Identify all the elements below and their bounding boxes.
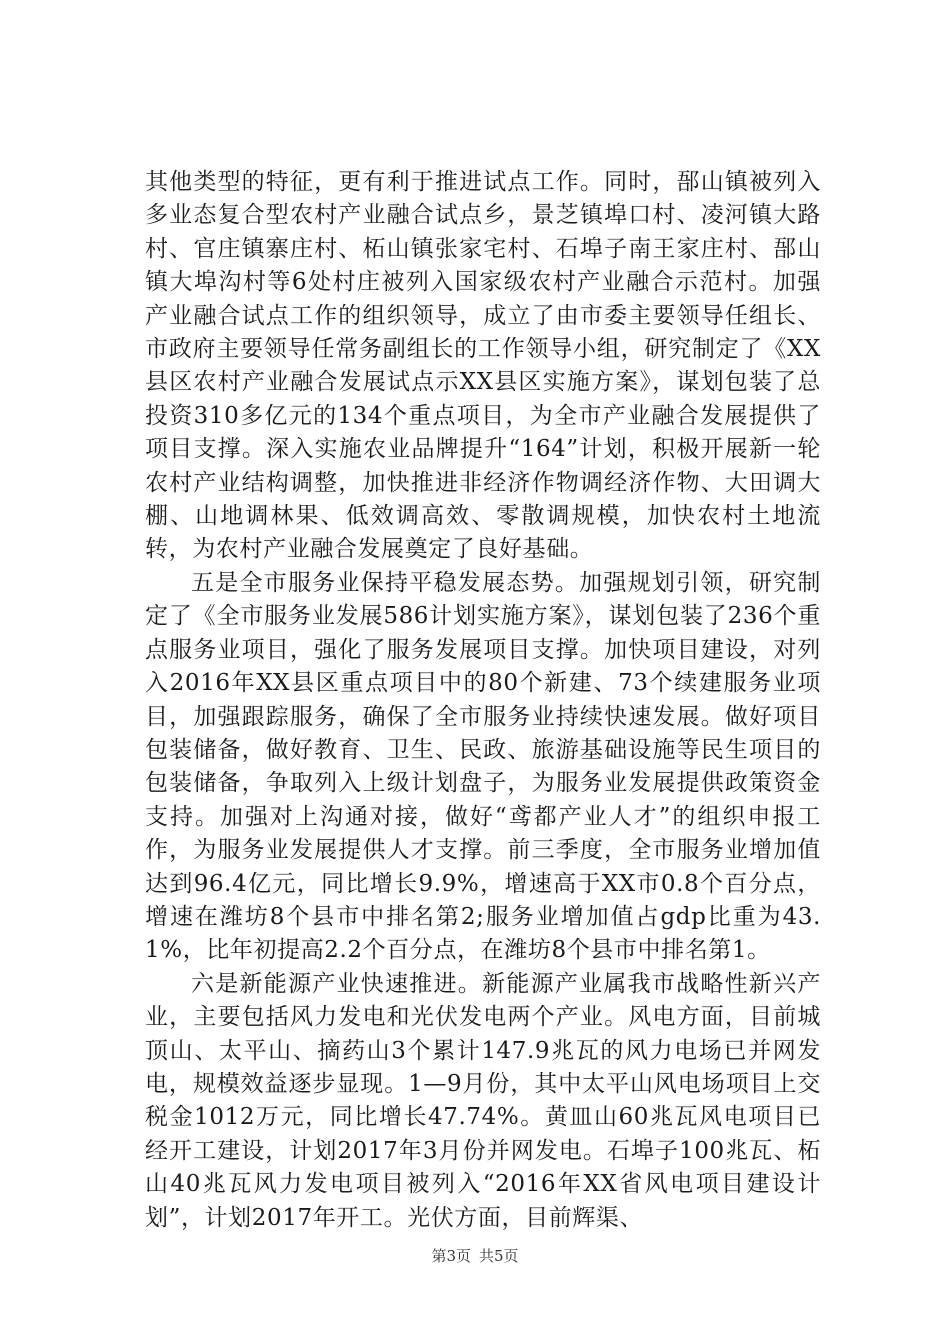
document-body: [145, 166, 821, 1235]
paragraph-rural-integration: 其他类型的特征，更有利于推进试点工作。同时，郚山镇被列入多业态复合型农村产业融合试点乡，景芝镇埠口村、凌河镇大路村、官庄镇寨庄村、柘山镇张家宅村、石埠子南王家庄村、郚山镇大埠沟村等6处村庄被列入国家级农村产业融合示范村。加强产业融合试点工作的组织领导，成立了由市委主要领导任组长、市政府主要领导任常务副组长的工作领导小组，研究制定了《XX县区农村产业融合发展试点示XX县区实施方案》，谋划包装了总投资310多亿元的134个重点项目，为全市产业融合发展提供了项目支撑。深入实施农业品牌提升“164”计划，积极开展新一轮农村产业结构调整，加快推进非经济作物调经济作物、大田调大棚、山地调林果、低效调高效、零散调规模，加快农村土地流转，为农村产业融合发展奠定了良好基础。: [145, 169, 821, 563]
paragraph-service-industry: 五是全市服务业保持平稳发展态势。加强规划引领，研究制定了《全市服务业发展586计划实施方案》，谋划包装了236个重点服务业项目，强化了服务发展项目支撑。加快项目建设，对列入2016年XX县区重点项目中的80个新建、73个续建服务业项目，加强跟踪服务，确保了全市服务业持续快速发展。做好项目包装储备，做好教育、卫生、民政、旅游基础设施等民生项目的包装储备，争取列入上级计划盘子，为服务业发展提供政策资金支持。加强对上沟通对接，做好“鸢都产业人才”的组织申报工作，为服务业发展提供人才支撑。前三季度，全市服务业增加值达到96.4亿元，同比增长9.9%，增速高于XX市0.8个百分点，增速在潍坊8个县市中排名第2;服务业增加值占gdp比重为43.1%，比年初提高2.2个百分点，在潍坊8个县市中排名第1。: [145, 569, 821, 964]
paragraph-new-energy: 六是新能源产业快速推进。新能源产业属我市战略性新兴产业，主要包括风力发电和光伏发电两个产业。风电方面，目前城顶山、太平山、摘药山3个累计147.9兆瓦的风力电场已并网发电，规模效益逐步显现。1—9月份，其中太平山风电场项目上交税金1012万元，同比增长47.74%。黄皿山60兆瓦风电项目已经开工建设，计划2017年3月份并网发电。石埠子100兆瓦、柘山40兆瓦风力发电项目被列入“2016年XX省风电项目建设计划”，计划2017年开工。光伏方面，目前辉渠、: [145, 970, 821, 1231]
page-number: 第3页: [431, 1247, 471, 1265]
page-total: 共5页: [479, 1247, 519, 1265]
page-footer: [0, 1245, 950, 1266]
